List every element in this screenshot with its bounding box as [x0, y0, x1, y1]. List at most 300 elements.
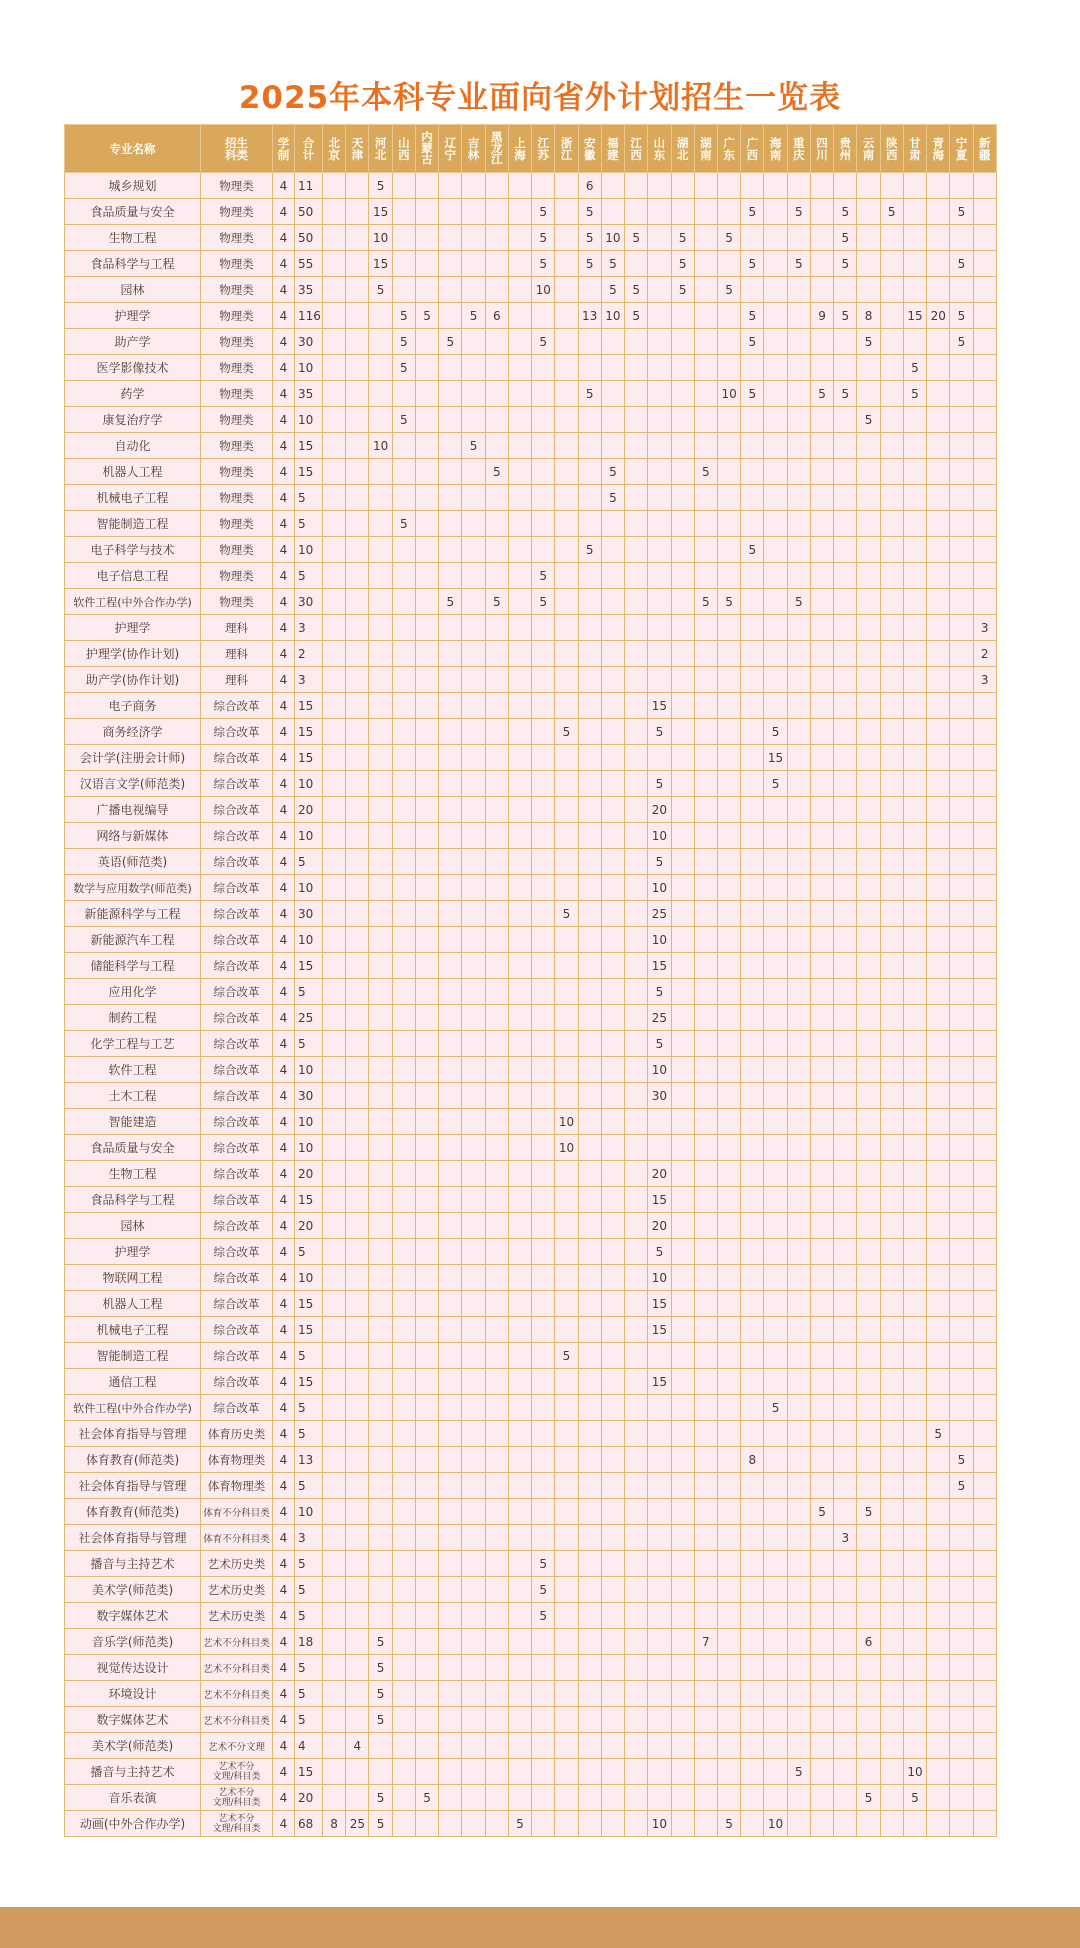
province-quota-cell: [462, 1759, 485, 1785]
province-quota-cell: [810, 1161, 833, 1187]
province-quota-cell: [927, 1161, 950, 1187]
province-quota-cell: [648, 225, 671, 251]
province-quota-cell: [415, 277, 438, 303]
province-quota-cell: [648, 1629, 671, 1655]
province-quota-cell: [601, 1135, 624, 1161]
province-quota-cell: [787, 927, 810, 953]
province-quota-cell: [973, 1759, 996, 1785]
province-quota-cell: [857, 1525, 880, 1551]
category-cell: 体育历史类: [201, 1421, 273, 1447]
province-quota-cell: [717, 1369, 740, 1395]
province-quota-cell: [601, 849, 624, 875]
province-quota-cell: [578, 1473, 601, 1499]
province-quota-cell: [323, 667, 346, 693]
province-quota-cell: [927, 251, 950, 277]
province-quota-cell: 5: [648, 1031, 671, 1057]
province-quota-cell: [694, 1135, 717, 1161]
province-quota-cell: [810, 693, 833, 719]
province-quota-cell: [903, 615, 926, 641]
province-quota-cell: 5: [578, 225, 601, 251]
province-quota-cell: 5: [392, 407, 415, 433]
province-quota-cell: [485, 1759, 508, 1785]
province-quota-cell: [439, 277, 462, 303]
province-quota-cell: [601, 641, 624, 667]
province-quota-cell: [392, 1395, 415, 1421]
province-quota-cell: [973, 953, 996, 979]
province-quota-cell: [555, 1473, 578, 1499]
province-quota-cell: [462, 667, 485, 693]
total-cell: 10: [295, 537, 323, 563]
province-quota-cell: [392, 199, 415, 225]
table-row: [65, 667, 997, 693]
province-quota-cell: [625, 1551, 648, 1577]
category-cell: 物理类: [201, 381, 273, 407]
province-quota-cell: [950, 1213, 973, 1239]
province-quota-cell: [415, 1291, 438, 1317]
province-quota-cell: [532, 641, 555, 667]
province-quota-cell: [857, 355, 880, 381]
province-quota-cell: [927, 1005, 950, 1031]
province-quota-cell: [439, 927, 462, 953]
total-cell: 10: [295, 355, 323, 381]
province-quota-cell: [439, 1187, 462, 1213]
province-quota-cell: [717, 771, 740, 797]
province-quota-cell: [392, 459, 415, 485]
category-cell: 综合改革: [201, 1213, 273, 1239]
province-quota-cell: [439, 173, 462, 199]
province-quota-cell: [973, 1317, 996, 1343]
province-quota-cell: [857, 953, 880, 979]
enrollment-plan-table: [64, 124, 997, 1837]
province-quota-cell: [671, 1603, 694, 1629]
province-quota-cell: 5: [857, 1785, 880, 1811]
province-quota-cell: [741, 355, 764, 381]
province-quota-cell: [439, 641, 462, 667]
province-quota-cell: [578, 355, 601, 381]
header-province: 江 苏: [532, 125, 555, 173]
province-quota-cell: [323, 1759, 346, 1785]
province-quota-cell: [346, 1343, 369, 1369]
province-quota-cell: [555, 1239, 578, 1265]
category-cell: 综合改革: [201, 1317, 273, 1343]
province-quota-cell: 5: [787, 1759, 810, 1785]
years-cell: 4: [273, 173, 295, 199]
province-quota-cell: [601, 329, 624, 355]
province-quota-cell: [950, 667, 973, 693]
province-quota-cell: [973, 589, 996, 615]
province-quota-cell: [741, 849, 764, 875]
province-quota-cell: [903, 1239, 926, 1265]
province-quota-cell: [903, 1811, 926, 1837]
province-quota-cell: [369, 511, 392, 537]
province-quota-cell: [694, 1447, 717, 1473]
province-quota-cell: [787, 563, 810, 589]
province-quota-cell: [787, 1395, 810, 1421]
category-cell: 物理类: [201, 303, 273, 329]
province-quota-cell: [880, 875, 903, 901]
province-quota-cell: 5: [834, 303, 857, 329]
province-quota-cell: [415, 537, 438, 563]
province-quota-cell: [787, 1161, 810, 1187]
province-quota-cell: [694, 1057, 717, 1083]
province-quota-cell: [625, 1395, 648, 1421]
province-quota-cell: [857, 381, 880, 407]
province-quota-cell: [764, 225, 787, 251]
province-quota-cell: [671, 1083, 694, 1109]
province-quota-cell: [741, 459, 764, 485]
total-cell: 116: [295, 303, 323, 329]
province-quota-cell: [741, 1343, 764, 1369]
province-quota-cell: [741, 667, 764, 693]
total-cell: 18: [295, 1629, 323, 1655]
province-quota-cell: [323, 1005, 346, 1031]
province-quota-cell: [764, 1343, 787, 1369]
province-quota-cell: [694, 641, 717, 667]
province-quota-cell: [369, 1577, 392, 1603]
province-quota-cell: [973, 1681, 996, 1707]
province-quota-cell: [741, 771, 764, 797]
province-quota-cell: [625, 745, 648, 771]
province-quota-cell: 5: [950, 251, 973, 277]
province-quota-cell: [462, 1187, 485, 1213]
category-cell: 艺术历史类: [201, 1551, 273, 1577]
province-quota-cell: [903, 1655, 926, 1681]
province-quota-cell: [950, 225, 973, 251]
province-quota-cell: [648, 199, 671, 225]
province-quota-cell: 10: [601, 303, 624, 329]
province-quota-cell: [741, 1083, 764, 1109]
province-quota-cell: [717, 407, 740, 433]
province-quota-cell: [555, 1395, 578, 1421]
province-quota-cell: 5: [648, 849, 671, 875]
province-quota-cell: [834, 1057, 857, 1083]
province-quota-cell: [462, 485, 485, 511]
total-cell: 10: [295, 1265, 323, 1291]
province-quota-cell: [834, 1317, 857, 1343]
province-quota-cell: [834, 745, 857, 771]
province-quota-cell: [601, 1499, 624, 1525]
province-quota-cell: [857, 1733, 880, 1759]
province-quota-cell: [485, 1421, 508, 1447]
province-quota-cell: [508, 1499, 531, 1525]
province-quota-cell: [323, 511, 346, 537]
province-quota-cell: 5: [648, 771, 671, 797]
province-quota-cell: [903, 1525, 926, 1551]
years-cell: 4: [273, 1629, 295, 1655]
province-quota-cell: [717, 1447, 740, 1473]
province-quota-cell: [369, 719, 392, 745]
province-quota-cell: [415, 1369, 438, 1395]
province-quota-cell: [323, 1733, 346, 1759]
province-quota-cell: [415, 563, 438, 589]
province-quota-cell: [508, 719, 531, 745]
province-quota-cell: [857, 1265, 880, 1291]
province-quota-cell: [323, 797, 346, 823]
province-quota-cell: [927, 1291, 950, 1317]
province-quota-cell: [439, 303, 462, 329]
province-quota-cell: [555, 433, 578, 459]
major-name-cell: 数字媒体艺术: [65, 1603, 201, 1629]
province-quota-cell: [323, 355, 346, 381]
province-quota-cell: 5: [532, 589, 555, 615]
province-quota-cell: [532, 1655, 555, 1681]
province-quota-cell: [880, 745, 903, 771]
province-quota-cell: [508, 1031, 531, 1057]
category-cell: 综合改革: [201, 1265, 273, 1291]
category-cell: 综合改革: [201, 875, 273, 901]
province-quota-cell: [392, 1161, 415, 1187]
province-quota-cell: [810, 1135, 833, 1161]
province-quota-cell: [508, 849, 531, 875]
province-quota-cell: [764, 1629, 787, 1655]
province-quota-cell: 5: [532, 225, 555, 251]
province-quota-cell: [323, 1057, 346, 1083]
major-name-cell: 智能制造工程: [65, 1343, 201, 1369]
total-cell: 5: [295, 563, 323, 589]
province-quota-cell: [834, 433, 857, 459]
province-quota-cell: [973, 1213, 996, 1239]
province-quota-cell: [555, 1291, 578, 1317]
province-quota-cell: 20: [648, 797, 671, 823]
category-cell: 综合改革: [201, 693, 273, 719]
province-quota-cell: [392, 1031, 415, 1057]
province-quota-cell: [485, 1369, 508, 1395]
province-quota-cell: [462, 1577, 485, 1603]
province-quota-cell: [323, 1161, 346, 1187]
province-quota-cell: [323, 329, 346, 355]
years-cell: 4: [273, 1421, 295, 1447]
province-quota-cell: [927, 953, 950, 979]
province-quota-cell: [555, 303, 578, 329]
province-quota-cell: [485, 563, 508, 589]
total-cell: 5: [295, 979, 323, 1005]
province-quota-cell: [601, 1629, 624, 1655]
province-quota-cell: [415, 1005, 438, 1031]
major-name-cell: 物联网工程: [65, 1265, 201, 1291]
province-quota-cell: [764, 797, 787, 823]
province-quota-cell: 5: [950, 303, 973, 329]
province-quota-cell: 6: [485, 303, 508, 329]
province-quota-cell: [625, 1187, 648, 1213]
province-quota-cell: [927, 641, 950, 667]
province-quota-cell: [671, 1395, 694, 1421]
province-quota-cell: [973, 927, 996, 953]
category-cell: 物理类: [201, 407, 273, 433]
province-quota-cell: [323, 485, 346, 511]
years-cell: 4: [273, 1083, 295, 1109]
province-quota-cell: [810, 771, 833, 797]
province-quota-cell: [346, 589, 369, 615]
province-quota-cell: [508, 329, 531, 355]
total-cell: 5: [295, 849, 323, 875]
province-quota-cell: [323, 1239, 346, 1265]
header-years: 学 制: [273, 125, 295, 173]
province-quota-cell: [671, 1369, 694, 1395]
province-quota-cell: [462, 1343, 485, 1369]
province-quota-cell: [625, 1239, 648, 1265]
province-quota-cell: [880, 1603, 903, 1629]
total-cell: 5: [295, 1603, 323, 1629]
province-quota-cell: [508, 1473, 531, 1499]
category-cell: 物理类: [201, 459, 273, 485]
province-quota-cell: [880, 667, 903, 693]
category-cell: 综合改革: [201, 901, 273, 927]
province-quota-cell: [323, 953, 346, 979]
province-quota-cell: [323, 407, 346, 433]
province-quota-cell: [625, 589, 648, 615]
province-quota-cell: [741, 1785, 764, 1811]
province-quota-cell: 25: [648, 901, 671, 927]
province-quota-cell: [392, 953, 415, 979]
total-cell: 68: [295, 1811, 323, 1837]
header-province: 河 北: [369, 125, 392, 173]
table-row: [65, 771, 997, 797]
category-cell: 艺术不分 文理/科目类: [201, 1759, 273, 1785]
province-quota-cell: [950, 1577, 973, 1603]
province-quota-cell: [508, 1161, 531, 1187]
province-quota-cell: [810, 1343, 833, 1369]
province-quota-cell: [601, 1109, 624, 1135]
years-cell: 4: [273, 1785, 295, 1811]
province-quota-cell: [532, 1447, 555, 1473]
province-quota-cell: [439, 1577, 462, 1603]
province-quota-cell: [880, 1811, 903, 1837]
category-cell: 物理类: [201, 589, 273, 615]
province-quota-cell: [555, 615, 578, 641]
province-quota-cell: [764, 693, 787, 719]
province-quota-cell: [346, 1317, 369, 1343]
province-quota-cell: [787, 719, 810, 745]
province-quota-cell: [532, 719, 555, 745]
province-quota-cell: [950, 797, 973, 823]
province-quota-cell: [857, 1811, 880, 1837]
province-quota-cell: [346, 485, 369, 511]
table-row: [65, 1057, 997, 1083]
province-quota-cell: [810, 511, 833, 537]
province-quota-cell: [717, 1135, 740, 1161]
total-cell: 10: [295, 1499, 323, 1525]
province-quota-cell: [903, 1395, 926, 1421]
province-quota-cell: [578, 1291, 601, 1317]
province-quota-cell: [392, 1577, 415, 1603]
province-quota-cell: [787, 849, 810, 875]
province-quota-cell: [694, 823, 717, 849]
province-quota-cell: [741, 693, 764, 719]
total-cell: 15: [295, 1291, 323, 1317]
province-quota-cell: [555, 1525, 578, 1551]
province-quota-cell: [323, 1109, 346, 1135]
province-quota-cell: [578, 1681, 601, 1707]
province-quota-cell: [508, 1577, 531, 1603]
province-quota-cell: [880, 355, 903, 381]
province-quota-cell: 15: [648, 693, 671, 719]
province-quota-cell: [369, 459, 392, 485]
province-quota-cell: [717, 1421, 740, 1447]
province-quota-cell: [764, 1187, 787, 1213]
province-quota-cell: [462, 459, 485, 485]
province-quota-cell: [601, 1213, 624, 1239]
province-quota-cell: [741, 1603, 764, 1629]
province-quota-cell: [880, 1577, 903, 1603]
province-quota-cell: [857, 1681, 880, 1707]
province-quota-cell: [857, 433, 880, 459]
province-quota-cell: [973, 563, 996, 589]
province-quota-cell: [555, 407, 578, 433]
major-name-cell: 新能源科学与工程: [65, 901, 201, 927]
province-quota-cell: [415, 641, 438, 667]
province-quota-cell: [950, 927, 973, 953]
category-cell: 综合改革: [201, 1161, 273, 1187]
major-name-cell: 自动化: [65, 433, 201, 459]
province-quota-cell: [950, 407, 973, 433]
province-quota-cell: [973, 381, 996, 407]
total-cell: 5: [295, 1551, 323, 1577]
province-quota-cell: [671, 355, 694, 381]
province-quota-cell: [369, 1603, 392, 1629]
province-quota-cell: [392, 1473, 415, 1499]
province-quota-cell: [671, 589, 694, 615]
province-quota-cell: [671, 745, 694, 771]
province-quota-cell: [601, 1681, 624, 1707]
years-cell: 4: [273, 485, 295, 511]
province-quota-cell: [555, 1603, 578, 1629]
province-quota-cell: [741, 563, 764, 589]
province-quota-cell: [346, 1785, 369, 1811]
province-quota-cell: [369, 329, 392, 355]
province-quota-cell: [880, 641, 903, 667]
province-quota-cell: [508, 1785, 531, 1811]
years-cell: 4: [273, 1161, 295, 1187]
province-quota-cell: [671, 433, 694, 459]
province-quota-cell: [439, 745, 462, 771]
province-quota-cell: [625, 1109, 648, 1135]
header-province: 广 西: [741, 125, 764, 173]
province-quota-cell: [462, 927, 485, 953]
province-quota-cell: 5: [717, 589, 740, 615]
province-quota-cell: [462, 1681, 485, 1707]
total-cell: 5: [295, 1655, 323, 1681]
province-quota-cell: 10: [555, 1109, 578, 1135]
province-quota-cell: [903, 1161, 926, 1187]
province-quota-cell: [880, 1161, 903, 1187]
province-quota-cell: [764, 303, 787, 329]
province-quota-cell: [764, 433, 787, 459]
province-quota-cell: [625, 1291, 648, 1317]
province-quota-cell: [880, 1239, 903, 1265]
province-quota-cell: [439, 1109, 462, 1135]
major-name-cell: 食品科学与工程: [65, 251, 201, 277]
province-quota-cell: [671, 1109, 694, 1135]
province-quota-cell: [787, 329, 810, 355]
province-quota-cell: [787, 1785, 810, 1811]
province-quota-cell: [694, 849, 717, 875]
province-quota-cell: [741, 1213, 764, 1239]
province-quota-cell: [764, 329, 787, 355]
province-quota-cell: [392, 1239, 415, 1265]
province-quota-cell: [415, 719, 438, 745]
province-quota-cell: [857, 1031, 880, 1057]
province-quota-cell: [671, 849, 694, 875]
province-quota-cell: [810, 1785, 833, 1811]
province-quota-cell: [903, 901, 926, 927]
category-cell: 物理类: [201, 251, 273, 277]
header-province: 青 海: [927, 125, 950, 173]
province-quota-cell: [950, 1161, 973, 1187]
province-quota-cell: [927, 771, 950, 797]
province-quota-cell: [625, 1499, 648, 1525]
province-quota-cell: [462, 1239, 485, 1265]
province-quota-cell: [508, 641, 531, 667]
